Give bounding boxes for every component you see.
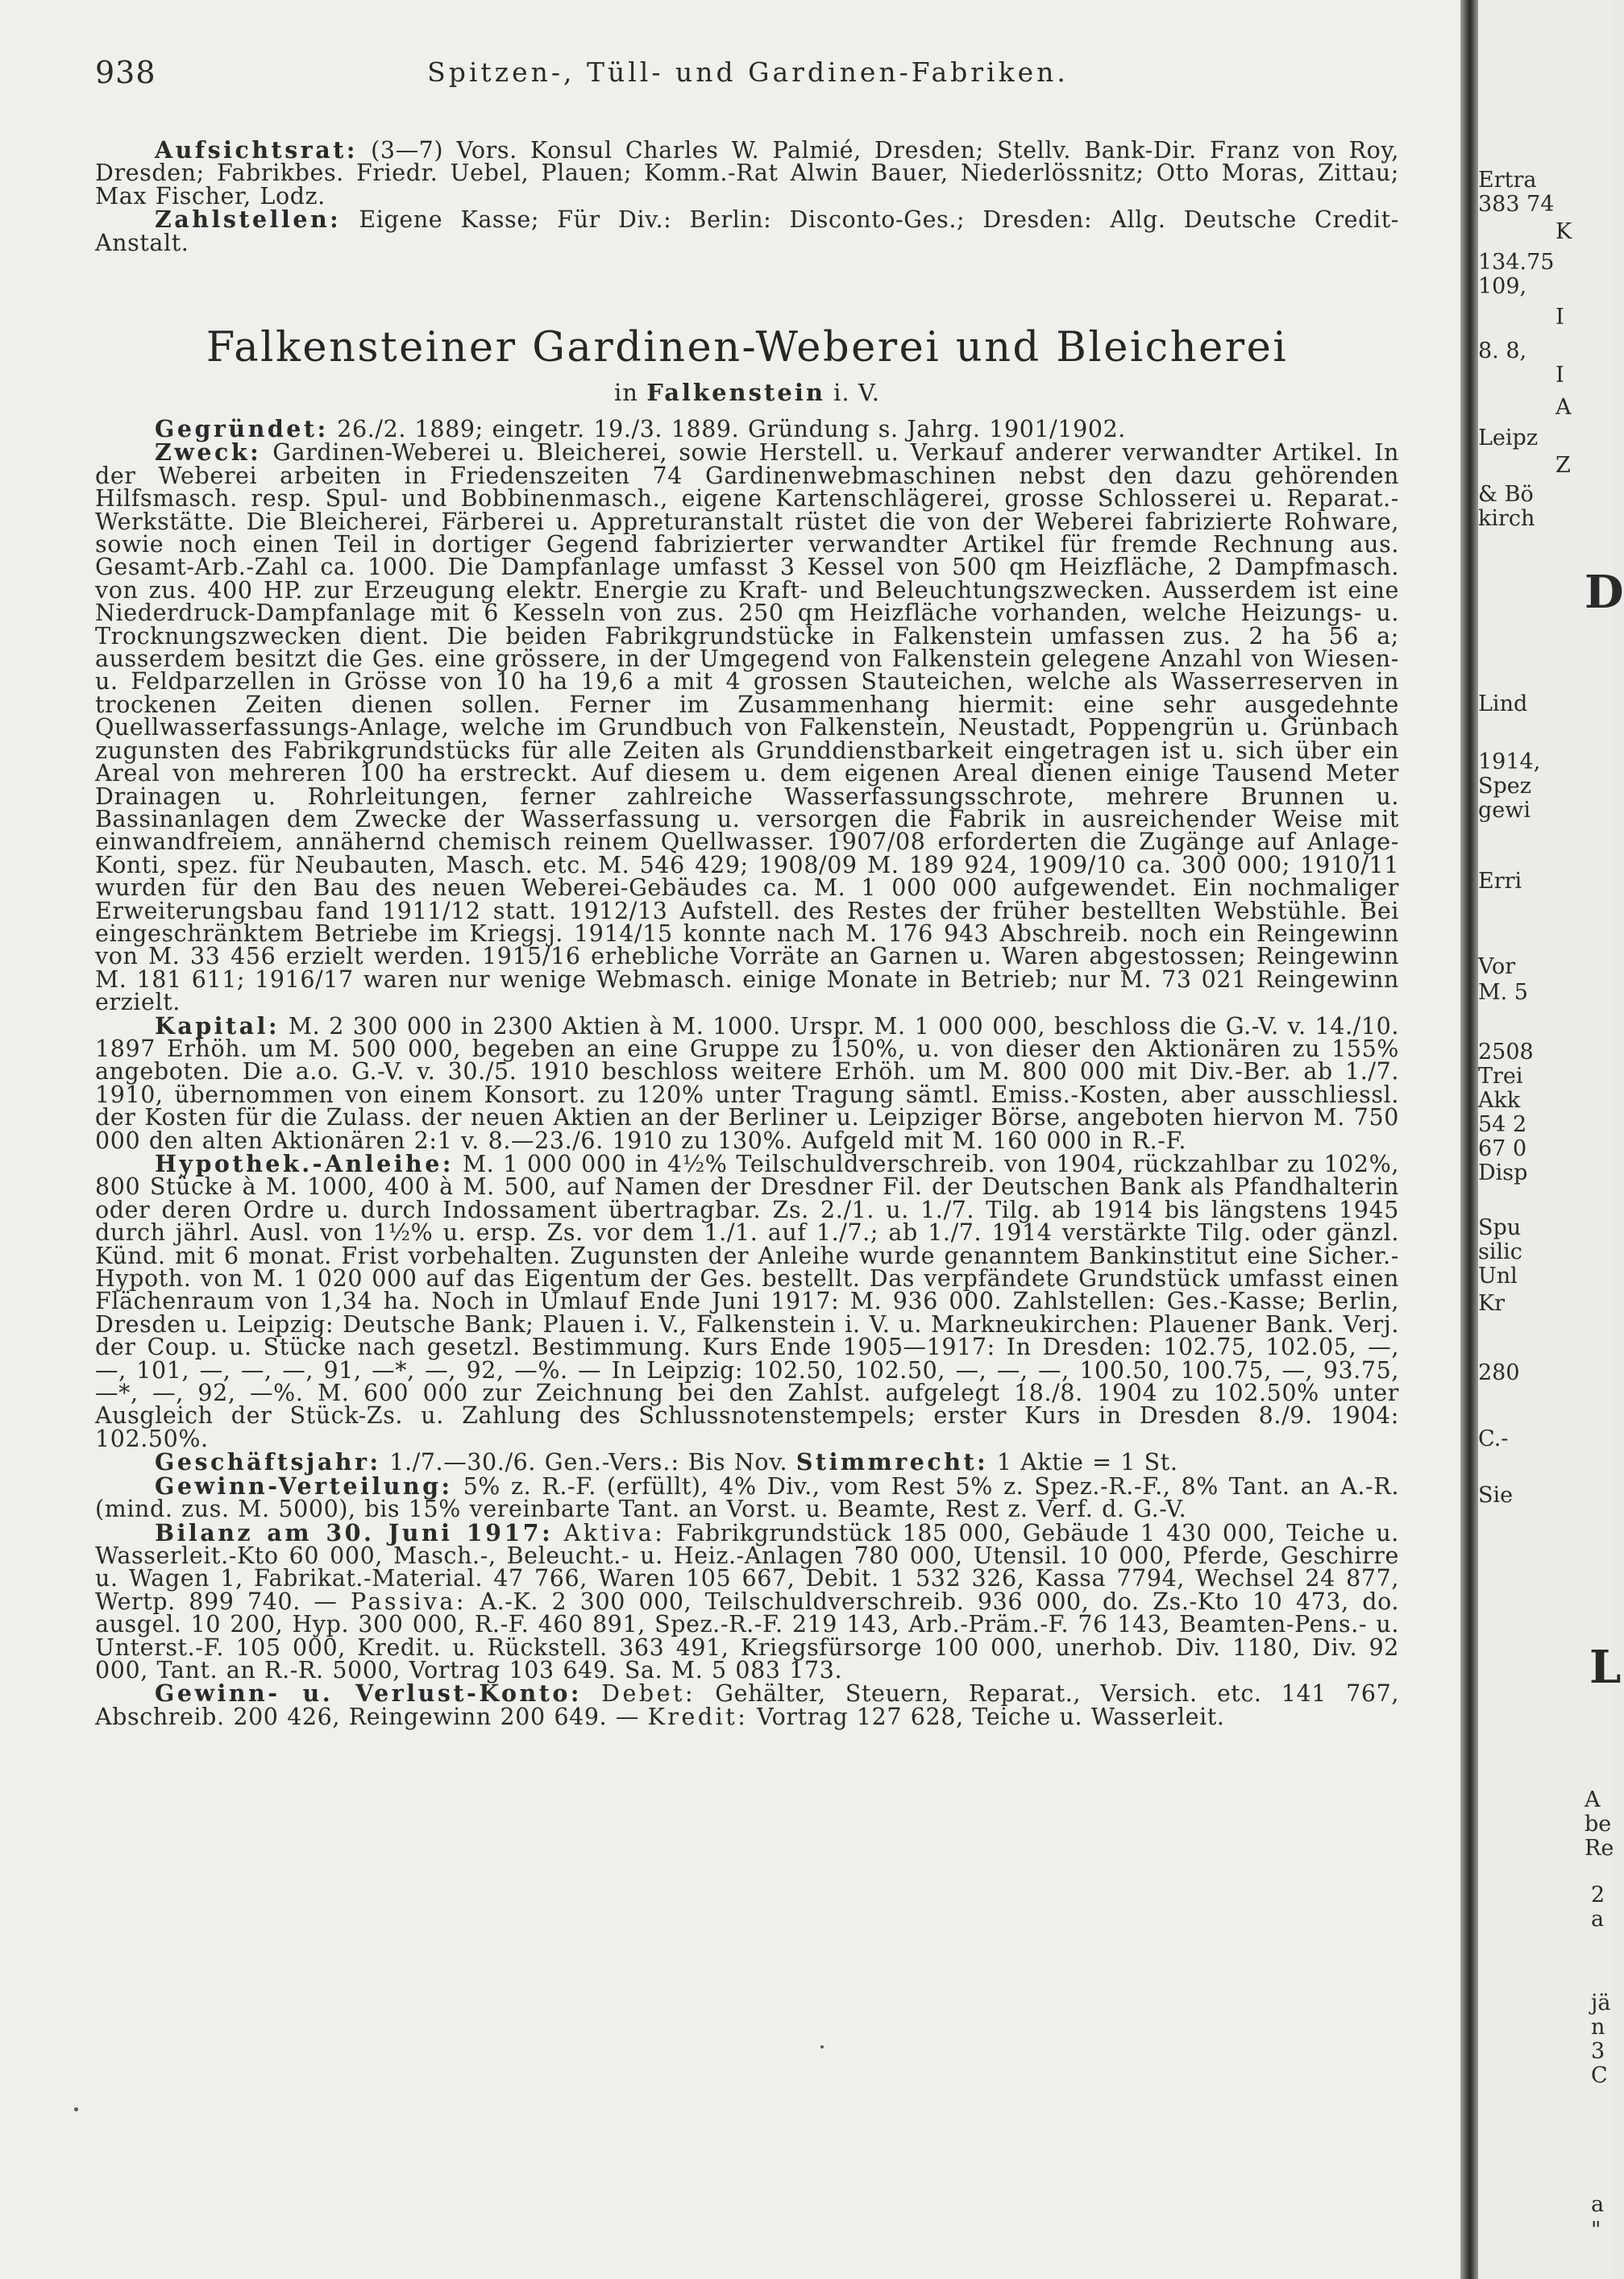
edge-fragment: Spez — [1478, 774, 1531, 799]
edge-fragment: a — [1591, 2192, 1605, 2217]
edge-fragment: kirch — [1478, 506, 1535, 531]
zweck-text: Gardinen-Weberei u. Bleicherei, sowie Herstell. u. Verkauf anderer verwandter Artikel. In der Weberei arbeiten in Friedenszeiten 74 Gardinenwebmaschinen nebst den dazu gehörenden Hilfsmasch. resp. Spul- und Bobbinenmasch., eigene Kartenschlägerei, grosse Schlosserei u. Reparat.-Werkstätte. Die Bleicherei, Färberei u. Appreturanstalt rüstet die von der Weberei fabrizierte Rohware, sowie noch einen Teil in dortiger Gegend fabrizierter verwandter Artikel für fremde Rechnung aus. Gesamt-Arb.-Zahl ca. 1000. Die Dampfanlage umfasst 3 Kessel von 500 qm Heizfläche, 2 Dampfmasch. von zus. 400 HP. zur Erzeugung elektr. Energie zu Kraft- und Beleuchtungszwecken. Ausserdem ist eine Niederdruck-Dampfanlage mit 6 Kesseln von zus. 250 qm Heizfläche vorhanden, welche Heizungs- u. Trocknungszwecken dient. Die beiden Fabrikgrundstücke in Falkenstein umfassen zus. 2 ha 56 a; ausserdem besitzt die Ges. eine grössere, in der Umgegend von Falkenstein gelegene Anzahl von Wiesen- u. Feldparzellen in Grösse von 10 ha 19,6 a mit 4 grossen Stauteichen, welche als Wasserreserven in trockenen Zeiten dienen sollen. Ferner im Zusammenhang hiermit: eine sehr ausgedehnte Quellwasserfassungs-Anlage, welche im Grundbuch von Falkenstein, Neustadt, Poppengrün u. Grünbach zugunsten des Fabrikgrundstücks für alle Zeiten als Grunddienstbarkeit eingetragen ist u. sich über ein Areal von mehreren 100 ha erstreckt. Auf diesem u. dem eigenen Areal dienen einige Tausend Meter Drainagen u. Rohrleitungen, ferner zahlreiche Wasserfassungsschrote, mehrere Brunnen u. Bassinanlagen dem Zwecke der Wasserfassung u. versorgen die Fabrik in ausreichender Weise mit einwandfreiem, annähernd chemisch reinem Quellwasser. 1907/08 erforderten die Zugänge auf Anlage-Konti, spez. für Neubauten, Masch. etc. M. 546 429; 1908/09 M. 189 924, 1909/10 ca. 300 000; 1910/11 wurden für den Bau des neuen Weberei-Gebäudes ca. M. 1 000 000 aufgewendet. Ein nochmaliger Erweiterungsbau fand 1911/12 statt. 1912/13 Aufstell. des Restes der früher bestellten Webstühle. Bei eingeschränktem Betriebe im Kriegsj. 1914/15 konnte nach M. 176 943 Abschreib. noch ein Reingewinn von M. 33 456 erzielt werden. 1915/16 erhebliche Vorräte an Garnen u. Waren abgestossen; Reingewinn M. 181 611; 1916/17 waren nur wenige Webmasch. einige Monate in Betrieb; nur M. 73 021 Reingewinn erzielt. — [95, 439, 1399, 1016]
edge-fragment: Trei — [1478, 1064, 1523, 1089]
hypothek-paragraph — [95, 1152, 1399, 1451]
bilanz-label: Bilanz am 30. Juni 1917: — [155, 1518, 554, 1546]
geschaeftsjahr-label: Geschäftsjahr: — [155, 1448, 381, 1476]
firm-location-prefix: in — [614, 379, 638, 406]
edge-fragment: & Bö — [1478, 482, 1534, 507]
edge-fragment: 383 74 — [1478, 192, 1555, 217]
edge-fragment: A — [1555, 395, 1572, 420]
firm-location-suffix: i. V. — [833, 379, 880, 406]
gewinn-verteilung-paragraph — [95, 1472, 1399, 1523]
zahlstellen-text: Eigene Kasse; Für Div.: Berlin: Disconto-Ges.; Dresden: Allg. Deutsche Credit-Anstalt. — [95, 206, 1399, 256]
edge-fragment: gewi — [1478, 798, 1531, 823]
edge-fragment: Z — [1555, 453, 1571, 478]
edge-fragment-initial: L — [1589, 1641, 1622, 1694]
gegruendet-text: 26./2. 1889; eingetr. 19./3. 1889. Gründung s. Jahrg. 1901/1902. — [337, 416, 1126, 442]
edge-fragment: 67 0 — [1478, 1136, 1527, 1161]
kapital-paragraph — [95, 1011, 1399, 1154]
aufsichtsrat-label: Aufsichtsrat: — [155, 136, 358, 164]
edge-fragment: jä — [1591, 1990, 1611, 2015]
aufsichtsrat-paragraph — [95, 136, 1399, 210]
edge-fragment: silic — [1478, 1239, 1522, 1264]
edge-fragment: Erri — [1478, 869, 1522, 894]
edge-fragment: 2 — [1591, 1883, 1605, 1907]
gewinn-verteilung-text: 5% z. R.-F. (erfüllt), 4% Div., vom Rest 5% z. Spez.-R.-F., 8% Tant. an A.-R. (mind. zus. M. 5000), bis 15% vereinbarte Tant. an Vorst. u. Beamte, Rest z. Verf. d. G.-V. — [95, 1472, 1399, 1523]
aufsichtsrat-text: (3—7) Vors. Konsul Charles W. Palmié, Dresden; Stellv. Bank-Dir. Franz von Roy, Dresden; Fabrikbes. Friedr. Uebel, Plauen; Komm.-Rat Alwin Bauer, Niederlössnitz; Otto Moras, Zittau; Max Fischer, Lodz. — [95, 137, 1399, 210]
print-speck — [74, 2107, 78, 2111]
guv-label: Gewinn- u. Verlust-Konto: — [155, 1679, 582, 1708]
book-gutter — [1460, 0, 1478, 2279]
edge-fragment: a — [1591, 1907, 1605, 1932]
bilanz-paragraph — [95, 1518, 1399, 1683]
edge-fragment: 54 2 — [1478, 1112, 1527, 1137]
page-number: 938 — [95, 55, 156, 90]
edge-fragment: K — [1555, 219, 1572, 244]
edge-fragment: 3 — [1591, 2039, 1605, 2064]
guv-paragraph — [95, 1679, 1400, 1730]
debet-text: Gehälter, Steuern, Reparat., Versich. etc. 141 767, Abschreib. 200 426, Reingewinn 200 649. — — [95, 1680, 1400, 1730]
edge-fragment: Spu — [1478, 1215, 1522, 1240]
edge-fragment: 8. 8, — [1478, 338, 1527, 363]
edge-fragment: 134.75 — [1478, 250, 1555, 275]
kapital-label: Kapital: — [155, 1011, 280, 1040]
previous-entry-tail — [95, 136, 1399, 256]
edge-fragment: 109, — [1478, 274, 1527, 299]
edge-fragment: A — [1585, 1787, 1601, 1812]
gegruendet-paragraph — [95, 417, 1399, 441]
edge-fragment: Sie — [1478, 1483, 1514, 1508]
firm-location-name: Falkenstein — [646, 379, 825, 406]
zahlstellen-paragraph — [95, 205, 1399, 256]
edge-fragment: 2508 — [1478, 1040, 1534, 1065]
zweck-paragraph — [95, 438, 1399, 1016]
edge-fragment-initial: D — [1585, 566, 1624, 619]
edge-fragment: Leipz — [1478, 425, 1539, 450]
hypothek-label: Hypothek.-Anleihe: — [155, 1150, 454, 1177]
passiva-text: A.-K. 2 300 000, Teilschuldverschreib. 936 000, do. Zs.-Kto 10 473, do. ausgel. 10 200, Hyp. 300 000, R.-F. 460 891, Spez.-R.-F. 219 143, Arb.-Präm.-F. 76 143, Beamten-Pens.- u. Unterst.-F. 105 000, Kredit. u. Rückstell. 363 491, Kriegsfürsorge 100 000, unerhob. Div. 1180, Div. 92 000, Tant. an R.-R. 5000, Vortrag 103 649. Sa. M. 5 083 173. — [95, 1588, 1399, 1683]
edge-fragment: " — [1591, 2218, 1601, 2243]
edge-fragment: 280 — [1478, 1360, 1520, 1385]
kredit-label: Kredit: — [647, 1703, 749, 1730]
print-speck — [820, 2045, 824, 2049]
gegruendet-label: Gegründet: — [155, 415, 329, 442]
edge-fragment: I — [1555, 363, 1564, 388]
kapital-text: M. 2 300 000 in 2300 Aktien à M. 1000. Urspr. M. 1 000 000, beschloss die G.-V. v. 14./10. 1897 Erhöh. um M. 500 000, begeben an eine Gruppe zu 150%, u. von dieser den Aktionären zu 155% angeboten. Die a.o. G.-V. v. 30./5. 1910 beschloss weitere Erhöh. um M. 800 000 mit Div.-Ber. ab 1./7. 1910, übernommen von einem Konsort. zu 120% unter Tragung sämtl. Emiss.-Kosten, aber ausschliessl. der Kosten für die Zulass. der neuen Aktien an der Berliner u. Leipziger Börse, angeboten hiervon M. 750 000 den alten Aktionären 2:1 v. 8.—23./6. 1910 zu 130%. Aufgeld mit M. 160 000 in R.-F. — [95, 1012, 1399, 1154]
zweck-label: Zweck: — [155, 438, 262, 467]
gewinn-verteilung-label: Gewinn-Verteilung: — [155, 1472, 453, 1500]
geschaeftsjahr-text: 1./7.—30./6. — [389, 1449, 537, 1476]
firm-location — [95, 379, 1399, 406]
stimmrecht-label: Stimmrecht: — [795, 1448, 989, 1476]
edge-fragment: I — [1555, 305, 1564, 330]
edge-fragment: Ertra — [1478, 168, 1537, 193]
edge-fragment: 1914, — [1478, 749, 1541, 774]
edge-fragment: n — [1591, 2015, 1605, 2040]
gen-vers-text: Bis Nov. — [687, 1449, 788, 1476]
firm-heading: Falkensteiner Gardinen-Weberei und Bleicherei — [206, 324, 1289, 372]
gen-vers-label: Gen.-Vers.: — [544, 1449, 680, 1476]
edge-fragment: M. 5 — [1478, 980, 1528, 1005]
edge-fragment: be — [1585, 1812, 1612, 1837]
firm-entry-body — [95, 417, 1399, 1729]
edge-fragment: Vor — [1478, 954, 1516, 979]
edge-fragment: Disp — [1478, 1160, 1528, 1185]
edge-fragment: Re — [1585, 1836, 1614, 1861]
edge-fragment: C — [1591, 2063, 1608, 2088]
book-page-right-edge — [1478, 0, 1624, 2279]
debet-label: Debet: — [601, 1680, 696, 1708]
running-head — [95, 55, 1401, 90]
zahlstellen-label: Zahlstellen: — [155, 205, 342, 234]
edge-fragment: Akk — [1478, 1088, 1521, 1113]
passiva-label: Passiva: — [350, 1588, 467, 1615]
geschaeftsjahr-paragraph — [95, 1448, 1399, 1476]
running-title: Spitzen-, Tüll- und Gardinen-Fabriken. — [427, 56, 1069, 88]
edge-fragment: Lind — [1478, 691, 1528, 716]
edge-fragment: Unl — [1478, 1264, 1518, 1289]
edge-fragment: C.- — [1478, 1426, 1509, 1451]
edge-fragment: Kr — [1478, 1291, 1506, 1316]
aktiva-text: Fabrikgrundstück 185 000, Gebäude 1 430 000, Teiche u. Wasserleit.-Kto 60 000, Masch.-, Beleucht.- u. Heiz.-Anlagen 780 000, Utensil. 10 000, Pferde, Geschirre u. Wagen 1, Fabrikat.-Material. 47 766, Waren 105 667, Debit. 1 532 326, Kassa 7794, Wechsel 24 877, Wertp. 899 740. — — [95, 1519, 1399, 1615]
hypothek-text: M. 1 000 000 in 4½% Teilschuldverschreib. von 1904, rückzahlbar zu 102%, 800 Stücke à M. 1000, 400 à M. 500, auf Namen der Dresdner Fil. der Deutschen Bank als Pfandhalterin oder deren Ordre u. durch Indossament übertragbar. Zs. 2./1. u. 1./7. Tilg. ab 1914 bis längstens 1945 durch jährl. Ausl. von 1½% u. ersp. Zs. vor dem 1./1. auf 1./7.; ab 1./7. 1914 verstärkte Tilg. oder gänzl. Künd. mit 6 monat. Frist vorbehalten. Zugunsten der Anleihe wurde genanntem Bankinstitut eine Sicher.-Hypoth. von M. 1 020 000 auf das Eigentum der Ges. bestellt. Das verpfändete Grundstück umfasst einen Flächenraum von 1,34 ha. Noch in Umlauf Ende Juni 1917: M. 936 000. Zahlstellen: Ges.-Kasse; Berlin, Dresden u. Leipzig: Deutsche Bank; Plauen i. V., Falkenstein i. V. u. Markneukirchen: Plauener Bank. Verj. der Coup. u. Stücke nach gesetzl. Bestimmung. Kurs Ende 1905—1917: In Dresden: 102.75, 102.05, —, —, 101, —, —, —, 91, —*, —, 92, —%. — In Leipzig: 102.50, 102.50, —, —, —, 100.50, 100.75, —, 93.75, —*, —, 92, —%. M. 600 000 zur Zeichnung bei den Zahlst. aufgelegt 18./8. 1904 zu 102.50% unter Ausgleich der Stück-Zs. u. Zahlung des Schlussnotenstempels; erster Kurs in Dresden 8./9. 1904: 102.50%. — [95, 1151, 1399, 1452]
stimmrecht-text: 1 Aktie = 1 St. — [996, 1449, 1178, 1476]
aktiva-label: Aktiva: — [563, 1519, 666, 1546]
kredit-text: Vortrag 127 628, Teiche u. Wasserleit. — [757, 1703, 1225, 1730]
